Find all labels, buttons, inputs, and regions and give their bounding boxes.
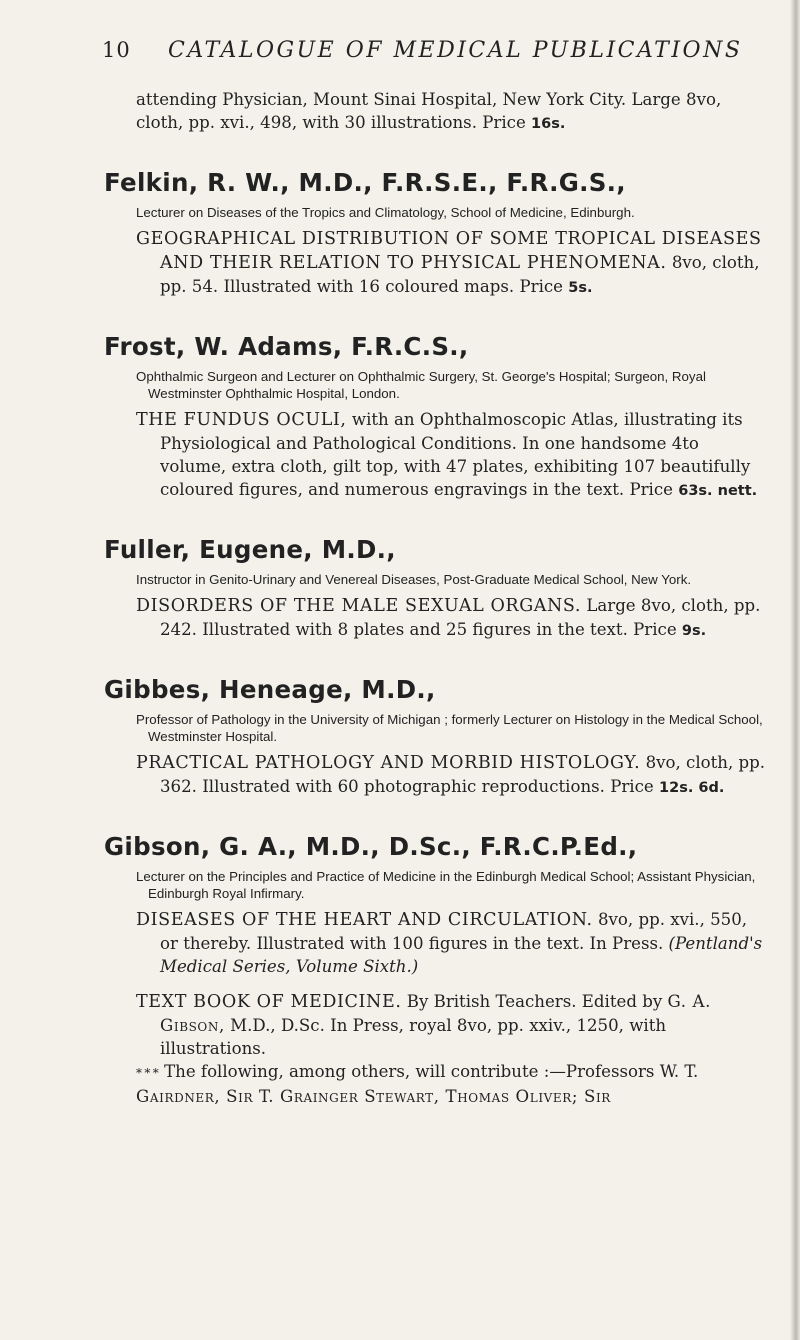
contributors-note: * * * The following, among others, will contribute :—Professors W. T. Gairdner, Sir T. Grainger Stewart, Thomas Oliver; Sir [136,1062,699,1106]
book-details: Large 8vo, cloth, pp. 242. Illustrated with 8 plates and 25 figures in the text. Price [160,596,761,639]
book-title: TEXT BOOK OF MEDICINE. [136,992,402,1012]
book-listing [136,408,768,503]
author-affiliation: Ophthalmic Surgeon and Lecturer on Ophthalmic Surgery, St. George's Hospital; Surgeon, Royal Westminster Ophthalmic Hospital, London. [136,369,706,401]
author-affiliation: Instructor in Genito-Urinary and Venereal Diseases, Post-Graduate Medical School, New York. [136,572,692,587]
price: 9s. [681,623,707,639]
author-name: Gibson, G. A., M.D., D.Sc., F.R.C.P.Ed., [104,832,638,861]
catalogue-content [104,88,768,1108]
book-listing [136,751,768,800]
book-title: PRACTICAL PATHOLOGY AND MORBID HISTOLOGY. [136,753,641,773]
catalogue-entry [104,332,768,503]
price: 16s. [531,116,566,132]
page-edge [790,0,800,1340]
book-details: 8vo, cloth, pp. 362. Illustrated with 60 photographic reproductions. Price [160,753,766,796]
price: 63s. nett. [678,483,758,499]
continuation-text: attending Physician, Mount Sinai Hospital, New York City. Large 8vo, cloth, pp. xvi., 498, with 30 illustrations. Price 16s. [136,90,722,132]
author-name: Gibbes, Heneage, M.D., [104,675,436,704]
editor-name: G. A. Gibson, [160,992,711,1035]
author-affiliation: Professor of Pathology in the University of Michigan ; formerly Lecturer on Histology in the Medical School, Westminster Hospital. [136,712,763,744]
book-details: 8vo, pp. xvi., 550, or thereby. Illustrated with 100 figures in the text. In Press. [160,910,748,953]
page-number: 10 [102,38,131,62]
book-details: with an Ophthalmoscopic Atlas, illustrating its Physiological and Pathological Conditions. In one handsome 4to volume, extra cloth, gilt top, with 47 plates, exhibiting 107 beautifully coloured figures, and numerous engravings in the text. Price [160,410,751,499]
book-details: 8vo, cloth, pp. 54. Illustrated with 16 coloured maps. Price [160,253,760,296]
book-listing [136,908,768,978]
book-details: By British Teachers. Edited by [406,992,663,1011]
author-name: Felkin, R. W., M.D., F.R.S.E., F.R.G.S., [104,168,626,197]
author-affiliation: Lecturer on the Principles and Practice of Medicine in the Edinburgh Medical School; Assistant Physician, Edinburgh Royal Infirmary. [136,869,756,901]
author-name: Frost, W. Adams, F.R.C.S., [104,332,469,361]
author-name: Fuller, Eugene, M.D., [104,535,396,564]
book-title: DISEASES OF THE HEART AND CIRCULATION. [136,910,593,930]
catalogue-entry [104,832,768,1108]
book-title: GEOGRAPHICAL DISTRIBUTION OF SOME TROPICAL DISEASES AND THEIR RELATION TO PHYSICAL PHENOMENA. [136,229,762,273]
book-listing [136,594,768,643]
catalogue-entry [104,675,768,800]
asterism: * * * [136,1066,159,1080]
author-affiliation: Lecturer on Diseases of the Tropics and Climatology, School of Medicine, Edinburgh. [136,205,635,220]
book-details: M.D., D.Sc. In Press, royal 8vo, pp. xxiv., 1250, with illustrations. [160,1016,667,1058]
series-note: (Pentland's Medical Series, Volume Sixth.) [160,934,763,976]
contributor-names: Gairdner, Sir T. Grainger Stewart, Thomas Oliver; Sir [136,1087,611,1106]
catalogue-entry [104,535,768,643]
book-title: DISORDERS OF THE MALE SEXUAL ORGANS. [136,596,582,616]
book-listing [136,990,768,1060]
book-title: THE FUNDUS OCULI, [136,410,347,430]
price: 12s. 6d. [659,780,725,796]
price: 5s. [568,280,593,296]
catalogue-entry [104,168,768,300]
book-listing [136,227,768,300]
running-title: CATALOGUE OF MEDICAL PUBLICATIONS [168,38,743,63]
